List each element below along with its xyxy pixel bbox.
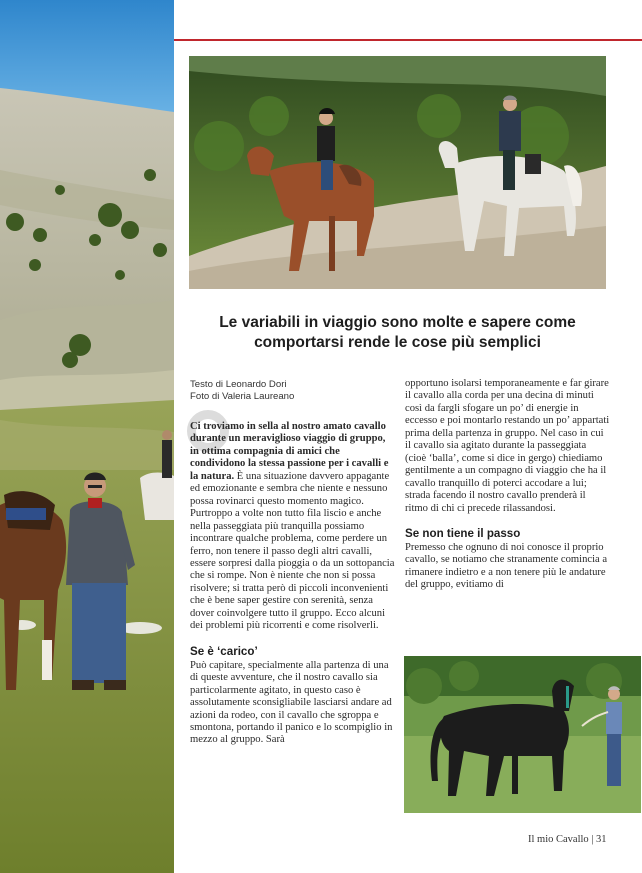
page-footer: [528, 834, 607, 845]
lead-bold-text: Ci troviamo in sella al nostro amato cavallo durante un meraviglioso viaggio di gruppo, in ottima compagnia di amici che condividono la stessa passione per i cavalli e la natura.: [190, 421, 389, 482]
section-passo-paragraph: Premesso che ognuno di noi conosce il proprio cavallo, se notiamo che stranamente comincia a rimanere indietro e a non tenere più le andature del gruppo, evitiamo di: [405, 541, 608, 591]
top-accent-rule: [174, 39, 642, 41]
photo-credit: Foto di Valeria Laureano: [190, 391, 295, 402]
intro-paragraph: [190, 421, 396, 633]
section-carico-paragraph: Può capitare, specialmente alla partenza di una di queste avventure, che il nostro cavallo sia particolarmente agitato, in questo caso è assolutamente sconsigliabile lasciarsi andare ad azioni da rodeo, con il cavallo che sgroppa e smontona, portando il panico e lo scompiglio in mezzo al gruppo. Sarà: [190, 659, 393, 746]
article-column-left: [190, 421, 396, 747]
black-horse-photo: [404, 656, 641, 813]
article-credits: [190, 379, 395, 403]
folio-separator: |: [591, 834, 594, 845]
magazine-name: Il mio Cavallo: [528, 834, 589, 845]
text-credit: Testo di Leonardo Dori: [190, 379, 287, 390]
left-landscape-photo: [0, 0, 174, 873]
black-horse-with-handler-image: [404, 656, 641, 813]
section-carico-continued: opportuno isolarsi temporaneamente e far girare il cavallo alla corda per una decina di minuti così da fargli sfogare un po’ di energie in eccesso e poi montarlo restando un po’ appartati prima della partenza in gruppo. Nel caso in cui il cavallo sia agitato durante la passeggiata (cioè ‘balla’, come si dice in gergo) chiediamo gentilmente a un compagno di viaggio che ha il cavallo tranquillo di poterci accodare a lui; strada facendo il nostro cavallo prenderà il ritmo di chi ci precede rilassandosi.: [405, 378, 610, 514]
article-headline: Le variabili in viaggio sono molte e sapere come comportarsi rende le cose più semplici: [219, 314, 576, 351]
section-heading-passo: Se non tiene il passo: [405, 526, 521, 540]
two-riders-image: [189, 56, 606, 289]
section-heading-carico: Se è ‘carico’: [190, 644, 258, 658]
riders-on-trail-photo: [189, 56, 606, 289]
article-column-right: [405, 378, 610, 592]
mountain-meadow-riders-image: [0, 0, 174, 873]
intro-rest-text: È una situazione davvero appagante ed emozionante e sembra che niente e nessuno possa rovinarci questo momento magico. Purtroppo a volte non tutto fila liscio e anche nella passeggiata più tranquilla possiamo incontrare qualche problema, come perdere un ferro, non tenere il passo degli altri cavalli, essere sorpresi dalla pioggia o da un sottopancia che si rompe. Non è niente che non si possa risolvere; si tratta però di piccoli inconvenienti che è bene saper gestire con serenità, senza dover coinvolgere tutto il gruppo. Ecco alcuni dei problemi più ricorrenti e come risolverli.: [190, 470, 395, 632]
page-number: 31: [596, 834, 607, 845]
